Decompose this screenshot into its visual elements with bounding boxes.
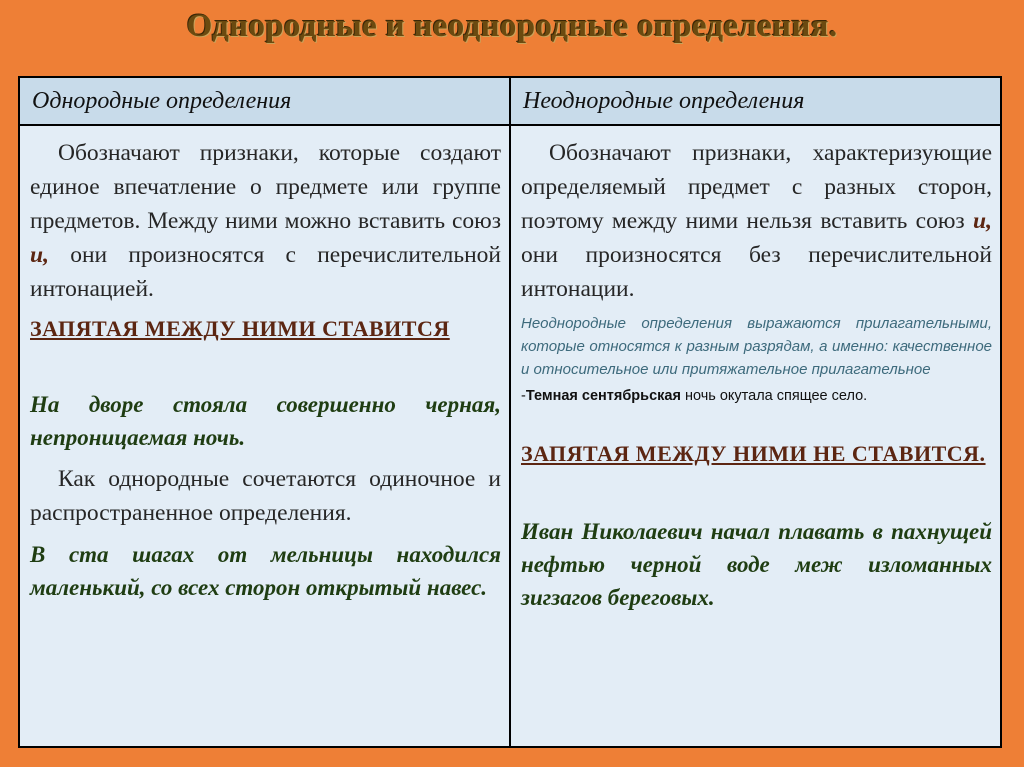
- comma-rule: ЗАПЯТАЯ МЕЖДУ НИМИ СТАВИТСЯ: [30, 316, 450, 341]
- comma-rule: ЗАПЯТАЯ МЕЖДУ НИМИ НЕ СТАВИТСЯ.: [521, 441, 986, 466]
- definition-paragraph: [30, 136, 501, 306]
- definition-text: Обозначают признаки, которые создают единое впечатление о предмете или группе предметов. Между ними можно вставить союз: [30, 140, 501, 234]
- sample-dash: -: [521, 388, 526, 404]
- example-sentence-1: На дворе стояла совершенно черная, непроницаемая ночь.: [30, 392, 501, 450]
- definition-tail: они произносятся без перечислительной интонации.: [521, 242, 992, 302]
- column-homogeneous: [20, 126, 509, 746]
- conjunction: и,: [973, 208, 992, 234]
- header-homogeneous: Однородные определения: [20, 78, 509, 124]
- definition-paragraph: [521, 136, 992, 306]
- sample-bold-adjectives: Темная сентябрьская: [525, 388, 681, 404]
- example-sentence-2: В ста шагах от мельницы находился маленький, со всех сторон открытый навес.: [30, 542, 501, 600]
- comparison-table: [18, 76, 1002, 748]
- example-sample: [521, 385, 992, 407]
- conjunction: и,: [30, 242, 49, 268]
- header-heterogeneous: Неоднородные определения: [511, 78, 1000, 124]
- definition-tail: они произносятся с перечислительной интонацией.: [30, 242, 501, 302]
- column-heterogeneous: [511, 126, 1000, 746]
- slide-title: Однородные и неоднородные определения.: [186, 8, 838, 44]
- definition-text: Обозначают признаки, характеризующие определяемый предмет с разных сторон, поэтому между ними нельзя вставить союз: [521, 140, 992, 234]
- combination-note: Как однородные сочетаются одиночное и распространенное определения.: [30, 466, 501, 526]
- sample-rest: ночь окутала спящее село.: [680, 388, 868, 404]
- example-sentence: Иван Николаевич начал плавать в пахнущей нефтью черной воде меж изломанных зигзагов береговых.: [521, 519, 992, 610]
- adjective-category-note: Неоднородные определения выражаются прилагательными, которые относятся к разным разрядам, а именно: качественное и относительное или притяжательное прилагательное: [521, 315, 992, 378]
